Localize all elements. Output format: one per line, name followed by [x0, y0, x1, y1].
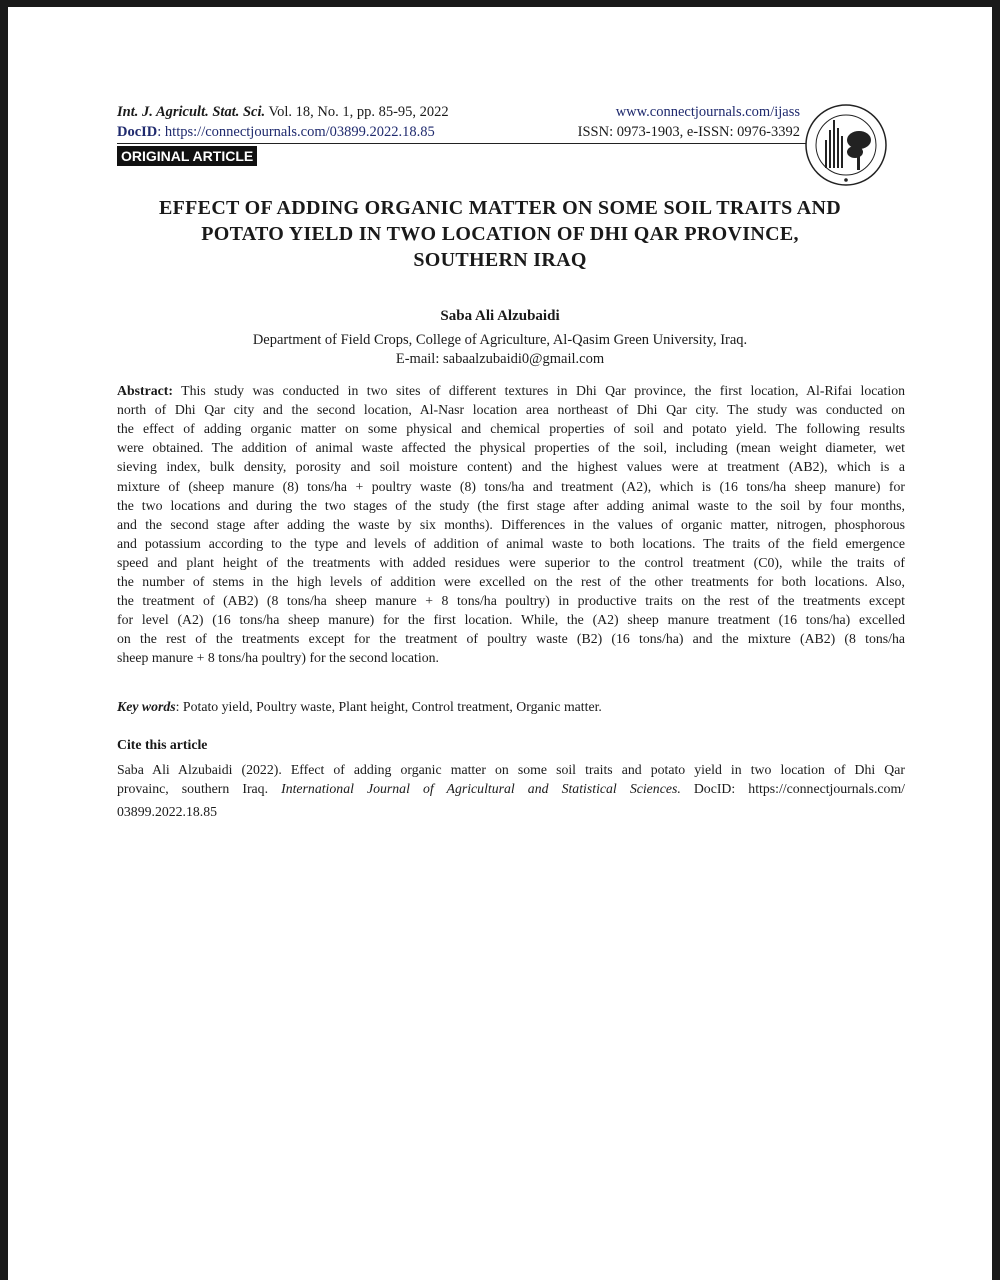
abstract-line [117, 610, 905, 629]
journal-logo [803, 100, 889, 190]
abstract-line [117, 515, 905, 534]
cite-line-3[interactable]: 03899.2022.18.85 [117, 804, 218, 819]
abstract-text: were obtained. The addition of animal waste affected the physical properties of the soil, including (mean weight diameter, wet [117, 440, 905, 456]
cite-text: provainc, southern Iraq. [117, 781, 282, 796]
abstract-text: on the rest of the treatments except for the treatment of poultry waste (B2) (16 tons/ha) and the mixture (AB2) (8 tons/ha [117, 631, 905, 647]
abstract-line [117, 648, 905, 667]
email[interactable]: E-mail: sabaalzubaidi0@gmail.com [395, 351, 605, 367]
article-type-badge: ORIGINAL ARTICLE [117, 146, 257, 166]
abstract-text: the two locations and during the two stages of the study (the first stage after adding animal waste to the soil by four months, [117, 497, 905, 513]
docid-link[interactable]: : https://connectjournals.com/03899.2022.18.85 [157, 124, 435, 140]
abstract-line [117, 629, 905, 648]
abstract-text: and the second stage after adding the waste by six months). Differences in the values of organic matter, nitrogen, phosphorous [117, 516, 905, 532]
abstract-line [117, 457, 905, 476]
abstract-text: the number of stems in the high levels of addition were excelled on the rest of the other treatments for both locations. Also, [117, 574, 905, 589]
journal-citation [117, 102, 449, 122]
abstract-label: Abstract: [117, 383, 173, 398]
cite-line-1: Saba Ali Alzubaidi (2022). Effect of adding organic matter on some soil traits and potato yield in two location of Dhi Qar [117, 762, 905, 777]
abstract-text: This study was conducted in two sites of different textures in Dhi Qar province, the first location, Al-Rifai location [172, 383, 905, 398]
abstract-text: mixture of (sheep manure (8) tons/ha + poultry waste (8) tons/ha and treatment (A2), which is (16 tons/ha sheep manure) for [117, 478, 905, 494]
header-rule [117, 143, 807, 144]
cite-docid[interactable]: DocID: https://connectjournals.com/ [680, 781, 906, 796]
docid[interactable] [117, 122, 435, 142]
abstract-text: the effect of adding organic matter on some physical and chemical properties of soil and potato yield. The following results [117, 421, 905, 437]
title-line-2: POTATO YIELD IN TWO LOCATION OF DHI QAR PROVINCE, [201, 223, 799, 245]
abstract-line [117, 477, 905, 496]
title-line-1: EFFECT OF ADDING ORGANIC MATTER ON SOME SOIL TRAITS AND [159, 197, 841, 219]
abstract-line [117, 572, 905, 591]
abstract-line [117, 591, 905, 610]
abstract-text: sieving index, bulk density, porosity and soil moisture content) and the highest values were at treatment (AB2), which is a [117, 459, 905, 475]
abstract-line [117, 419, 905, 438]
cite-journal: International Journal of Agricultural and Statistical Sciences. [281, 781, 681, 796]
abstract-line [117, 553, 905, 572]
abstract-text: the treatment of (AB2) (8 tons/ha sheep manure + 8 tons/ha poultry) in productive traits on the rest of the treatments except [117, 593, 905, 609]
abstract-text: for level (A2) (16 tons/ha sheep manure) for the first location. While, the (A2) sheep manure treatment (16 tons/ha) excelled [117, 612, 905, 628]
abstract-text: speed and plant height of the treatments with added residues were superior to the control treatment (C0), while the traits of [117, 554, 905, 570]
author: Saba Ali Alzubaidi [440, 308, 560, 324]
keywords-label: Key words [117, 699, 176, 714]
abstract-line [117, 400, 905, 419]
affiliation: Department of Field Crops, College of Agriculture, Al-Qasim Green University, Iraq. [252, 332, 748, 348]
docid-label: DocID [117, 124, 158, 140]
journal-abbrev: Int. J. Agricult. Stat. Sci. [117, 104, 266, 120]
keywords-text: : Potato yield, Poultry waste, Plant height, Control treatment, Organic matter. [175, 699, 602, 714]
journal-website[interactable]: www.connectjournals.com/ijass [615, 104, 800, 120]
abstract-line [117, 534, 905, 553]
cite-heading: Cite this article [117, 737, 208, 752]
abstract-text: north of Dhi Qar city and the second location, Al-Nasr location area northeast of Dhi Qar city. The study was conducted on [117, 402, 905, 418]
abstract-line [117, 381, 905, 400]
abstract-text: and potassium according to the type and levels of addition of animal waste to both locations. The traits of the field emergence [117, 535, 905, 551]
cite-line-2 [117, 779, 905, 798]
issn: ISSN: 0973-1903, e-ISSN: 0976-3392 [577, 124, 800, 140]
volume-info: Vol. 18, No. 1, pp. 85-95, 2022 [265, 104, 449, 120]
keywords [117, 697, 905, 716]
abstract-line [117, 496, 905, 515]
title-line-3: SOUTHERN IRAQ [413, 249, 587, 271]
abstract-line [117, 438, 905, 457]
abstract-text: sheep manure + 8 tons/ha poultry) for the second location. [117, 650, 439, 666]
